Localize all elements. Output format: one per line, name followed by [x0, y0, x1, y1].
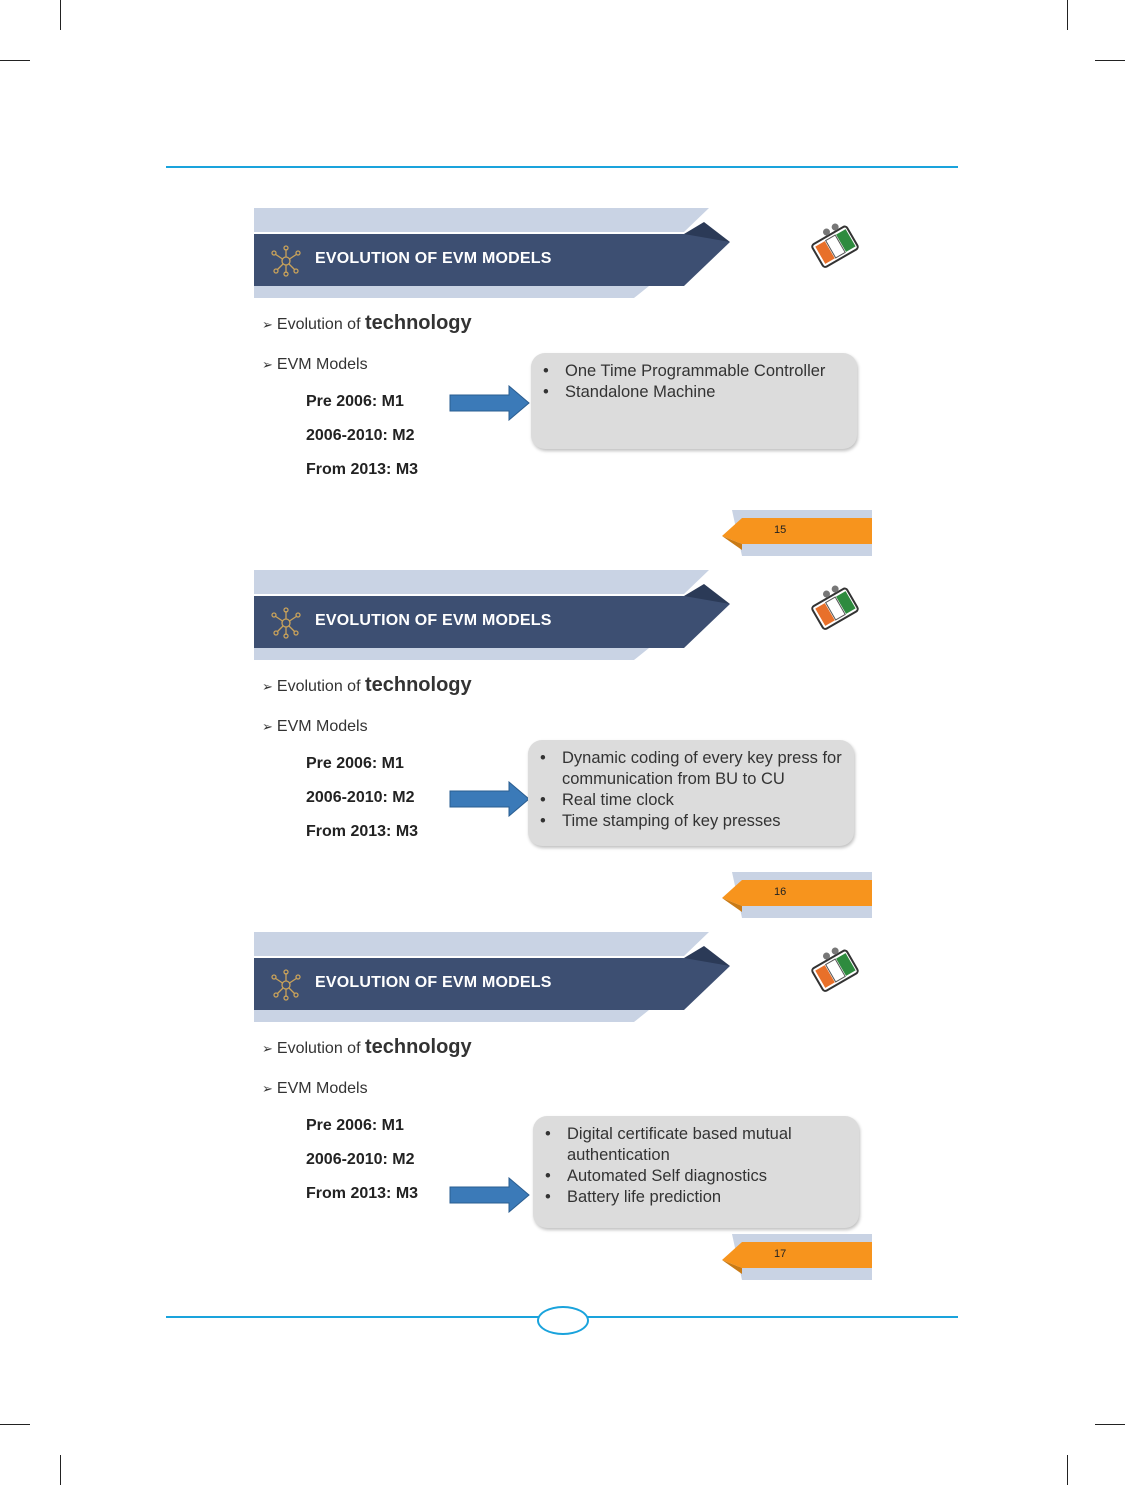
- slide: [254, 570, 874, 922]
- chevron-right-icon: ➢: [262, 317, 273, 332]
- feature-callout: [528, 740, 854, 846]
- feature-list: [531, 361, 857, 403]
- feature-item: • One Time Programmable Controller: [531, 361, 857, 382]
- eci-logo-icon: [804, 580, 864, 634]
- chevron-right-icon: ➢: [262, 1081, 273, 1096]
- model-m3: From 2013: M3: [306, 1185, 419, 1202]
- eci-logo-icon: [804, 942, 864, 996]
- bullet-evolution-of-technology: [262, 312, 472, 335]
- page-number-tab: [722, 1234, 872, 1280]
- arrow-right-icon: [449, 781, 531, 817]
- line1-prefix: Evolution of: [276, 678, 361, 695]
- feature-item: • Automated Self diagnostics: [533, 1166, 859, 1187]
- feature-callout: [531, 353, 857, 449]
- bullet-evolution-of-technology: [262, 674, 472, 697]
- crop-mark: [1067, 0, 1068, 30]
- crop-mark: [1095, 1424, 1125, 1425]
- page-number-tab: [722, 510, 872, 556]
- chevron-right-icon: ➢: [262, 679, 273, 694]
- network-icon: [270, 969, 302, 1001]
- line1-emphasis: technology: [364, 312, 472, 334]
- feature-item: • Battery life prediction: [533, 1187, 859, 1208]
- arrow-right-icon: [449, 385, 531, 421]
- crop-mark: [60, 1455, 61, 1485]
- arrow-right-icon: [449, 1177, 531, 1213]
- feature-list: [533, 1124, 859, 1208]
- feature-item: • Real time clock: [528, 790, 854, 811]
- slide-page-number: 16: [774, 886, 787, 898]
- model-m1: Pre 2006: M1: [306, 393, 404, 410]
- crop-mark: [60, 0, 61, 30]
- model-m2: 2006-2010: M2: [306, 427, 415, 444]
- slide: [254, 208, 874, 560]
- line2-text: EVM Models: [276, 1080, 368, 1097]
- network-icon: [270, 245, 302, 277]
- model-m1: Pre 2006: M1: [306, 1117, 404, 1134]
- bullet-evm-models: [262, 718, 368, 736]
- slide-page-number: 15: [774, 524, 787, 536]
- line2-text: EVM Models: [276, 356, 368, 373]
- feature-item: • Standalone Machine: [531, 382, 857, 403]
- chevron-right-icon: ➢: [262, 719, 273, 734]
- feature-item: • Time stamping of key presses: [528, 811, 854, 832]
- model-m3: From 2013: M3: [306, 823, 419, 840]
- slide-title: EVOLUTION OF EVM MODELS: [315, 974, 552, 991]
- line2-text: EVM Models: [276, 718, 368, 735]
- header-rule: [166, 166, 958, 168]
- model-m2: 2006-2010: M2: [306, 789, 415, 806]
- page-number-tab: [722, 872, 872, 918]
- eci-logo-icon: [804, 218, 864, 272]
- feature-item: • Digital certificate based mutual authentication: [533, 1124, 859, 1166]
- crop-mark: [1067, 1455, 1068, 1485]
- feature-item: • Dynamic coding of every key press for communication from BU to CU: [528, 748, 854, 790]
- line1-emphasis: technology: [364, 1036, 472, 1058]
- bullet-evm-models: [262, 1080, 368, 1098]
- crop-mark: [0, 60, 30, 61]
- slide: [254, 932, 874, 1284]
- chevron-right-icon: ➢: [262, 357, 273, 372]
- bullet-evolution-of-technology: [262, 1036, 472, 1059]
- crop-mark: [0, 1424, 30, 1425]
- network-icon: [270, 607, 302, 639]
- feature-callout: [533, 1116, 859, 1228]
- model-m3: From 2013: M3: [306, 461, 419, 478]
- page-number-circle: [537, 1306, 589, 1335]
- crop-mark: [1095, 60, 1125, 61]
- line1-emphasis: technology: [364, 674, 472, 696]
- slide-page-number: 17: [774, 1248, 787, 1260]
- slide-title: EVOLUTION OF EVM MODELS: [315, 250, 552, 267]
- model-m1: Pre 2006: M1: [306, 755, 404, 772]
- line1-prefix: Evolution of: [276, 1040, 361, 1057]
- chevron-right-icon: ➢: [262, 1041, 273, 1056]
- bullet-evm-models: [262, 356, 368, 374]
- feature-list: [528, 748, 854, 832]
- line1-prefix: Evolution of: [276, 316, 361, 333]
- model-m2: 2006-2010: M2: [306, 1151, 415, 1168]
- slide-title: EVOLUTION OF EVM MODELS: [315, 612, 552, 629]
